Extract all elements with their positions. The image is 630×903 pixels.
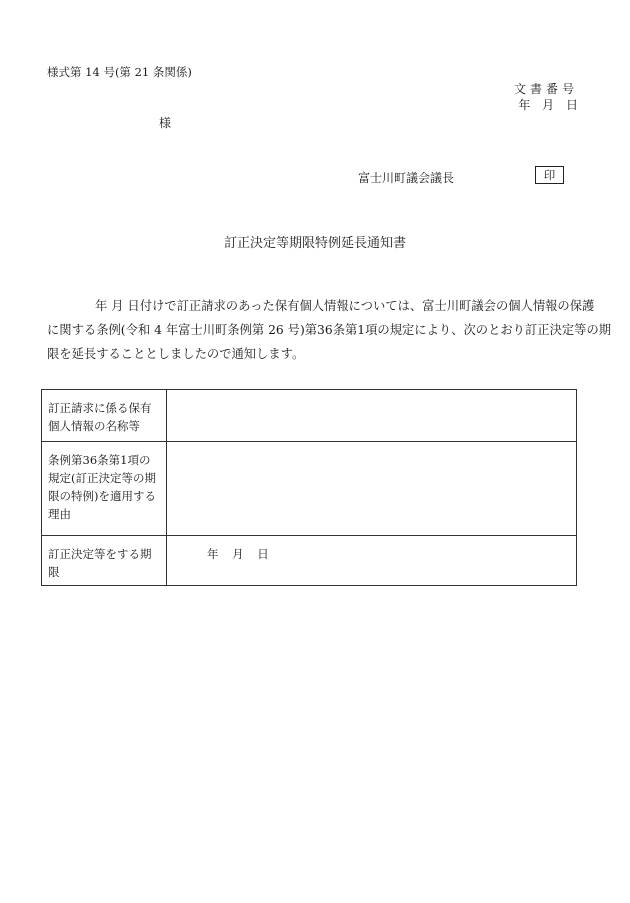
label-line: 条例第36条第1項の bbox=[48, 453, 151, 467]
body-line-1: 年 月 日付けで訂正請求のあった保有個人情報については、富士川町議会の個人情報の保護 bbox=[95, 299, 595, 313]
row-value-record-name[interactable] bbox=[167, 390, 577, 442]
table-row bbox=[42, 536, 577, 586]
row-label-reason bbox=[42, 442, 167, 536]
document-date-label: 年 月 日 bbox=[518, 98, 578, 112]
body-line-3: 限を延長することとしましたので通知します。 bbox=[47, 347, 305, 361]
table-row bbox=[42, 442, 577, 536]
deadline-date: 年 月 日 bbox=[207, 547, 269, 561]
label-line: 規定(訂正決定等の期 bbox=[48, 471, 156, 485]
label-line: 訂正決定等をする期 bbox=[48, 547, 152, 561]
notice-table bbox=[41, 389, 577, 586]
document-title: 訂正決定等期限特例延長通知書 bbox=[223, 236, 406, 251]
seal-box: 印 bbox=[535, 166, 564, 184]
row-label-deadline bbox=[42, 536, 167, 586]
label-line: 限の特例)を適用する bbox=[48, 489, 156, 503]
label-line: 個人情報の名称等 bbox=[48, 419, 140, 433]
body-paragraph bbox=[47, 294, 612, 366]
table-row bbox=[42, 390, 577, 442]
label-line: 理由 bbox=[48, 507, 71, 521]
issuer-name: 富士川町議会議長 bbox=[358, 171, 455, 185]
label-line: 限 bbox=[48, 565, 60, 579]
document-number-label: 文書番号 bbox=[513, 82, 578, 96]
row-value-reason[interactable] bbox=[167, 442, 577, 536]
body-line-2: に関する条例(令和 4 年富士川町条例第 26 号)第36条第1項の規定により、次のとおり訂正決定等の期 bbox=[47, 323, 612, 337]
label-line: 訂正請求に係る保有 bbox=[48, 401, 152, 415]
row-label-record-name bbox=[42, 390, 167, 442]
row-value-deadline[interactable] bbox=[167, 536, 577, 586]
form-number: 様式第 14 号(第 21 条関係) bbox=[47, 65, 192, 79]
addressee-honorific: 様 bbox=[159, 116, 172, 130]
